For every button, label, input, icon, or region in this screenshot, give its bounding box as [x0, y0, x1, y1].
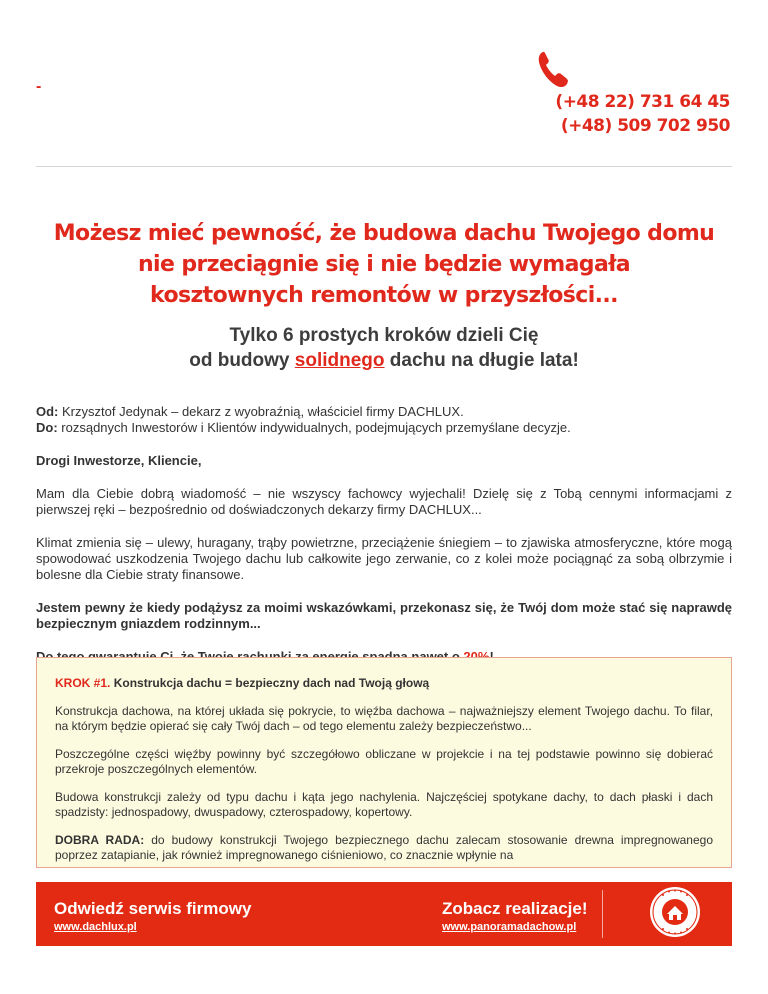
- phone-numbers: [555, 90, 730, 138]
- advice-text: do budowy konstrukcji Twojego bezpiecznego dachu zalecam stosowanie drewna impregnowanego poprzez zatapianie, jak również impregnowanego ciśnieniowo, co znacznie wpłynie na: [55, 833, 713, 862]
- phone-number-mobile[interactable]: (+48) 509 702 950: [560, 116, 730, 136]
- subheadline-line-2: [36, 348, 732, 373]
- main-headline: [36, 218, 732, 311]
- subheadline-highlight: solidnego: [294, 350, 385, 371]
- subheadline: [36, 323, 732, 373]
- footer-realizations: [442, 899, 588, 933]
- footer-banner: [36, 882, 732, 946]
- phone-handset-icon: [536, 49, 570, 89]
- step-title: [55, 676, 713, 691]
- step-1-box: [36, 657, 732, 868]
- letter-greeting: Drogi Inwestorze, Kliencie,: [36, 453, 202, 468]
- dachlux-link[interactable]: www.dachlux.pl: [54, 921, 137, 933]
- step-number: KROK #1.: [55, 676, 111, 690]
- to-text: rozsądnych Inwestorów i Klientów indywidualnych, podejmujących przemyślane decyzje.: [57, 420, 571, 435]
- header-dash: -: [36, 78, 42, 95]
- step-advice: [55, 833, 713, 863]
- from-text: Krzysztof Jedynak – dekarz z wyobraźnią, właściciel firmy DACHLUX.: [58, 404, 464, 419]
- letter-from: [36, 404, 732, 420]
- headline-line: Możesz mieć pewność, że budowa dachu Twojego domu: [53, 221, 715, 246]
- footer-right-title: Zobacz realizacje!: [442, 899, 588, 918]
- footer-company-site: [54, 899, 251, 933]
- letter-paragraph: Klimat zmienia się – ulewy, huragany, trąby powietrzne, przeciążenie śniegiem – to zjawiska atmosferyczne, które mogą spowodować uszkodzenia Twojego dachu lub całkowite jego zerwanie, co z kolei może pociągnąć za sobą olbrzymie i bolesne dla Ciebie straty finansowe.: [36, 535, 732, 582]
- advice-label: DOBRA RADA:: [55, 833, 145, 847]
- step-paragraph: Konstrukcja dachowa, na której układa się pokrycie, to więźba dachowa – najważniejszy element Twojego dachu. To filar, na którym będzie opierać się cały Twój dach – od tego elementu zależy bezpieczeństwo...: [55, 704, 713, 733]
- to-label: Do:: [36, 420, 58, 435]
- from-label: Od:: [36, 404, 59, 419]
- subheadline-text: dachu na długie lata!: [384, 350, 579, 371]
- headline-line: kosztownych remontów w przyszłości...: [150, 283, 618, 308]
- letter-to: [36, 420, 732, 436]
- phone-number-landline[interactable]: (+48 22) 731 64 45: [555, 92, 730, 112]
- step-paragraph: Poszczególne części więźby powinny być szczegółowo obliczane w projekcie i na tej podstawie powinno się dobierać przekroje poszczególnych elementów.: [55, 747, 713, 776]
- footer-left-title: Odwiedź serwis firmowy: [54, 899, 252, 918]
- headline-line: nie przeciągnie się i nie będzie wymagała: [137, 252, 631, 277]
- subheadline-line-1: Tylko 6 prostych kroków dzieli Cię: [229, 325, 539, 346]
- subheadline-text: od budowy: [189, 350, 295, 371]
- letter-paragraph-bold: Jestem pewny że kiedy podążysz za moimi wskazówkami, przekonasz się, że Twój dom może stać się naprawdę bezpiecznym gniazdem rodzinnym...: [36, 600, 732, 631]
- step-title-text: Konstrukcja dachu = bezpieczny dach nad Twoją głową: [110, 676, 430, 690]
- step-paragraph: Budowa konstrukcji zależy od typu dachu i kąta jego nachylenia. Najczęściej spotykane dachy, to dach płaski i dach spadzisty: jednospadowy, dwuspadowy, czterospadowy, kopertowy.: [55, 790, 713, 819]
- panorama-dachow-badge-icon: [648, 885, 702, 939]
- panoramadachow-link[interactable]: www.panoramadachow.pl: [442, 921, 577, 933]
- header-divider: [36, 166, 732, 167]
- letter-paragraph: Mam dla Ciebie dobrą wiadomość – nie wszyscy fachowcy wyjechali! Dzielę się z Tobą cennymi informacjami z pierwszej ręki – bezpośrednio od doświadczonych dekarzy firmy DACHLUX...: [36, 486, 732, 517]
- letter-content: [36, 404, 732, 665]
- footer-separator: [602, 890, 603, 938]
